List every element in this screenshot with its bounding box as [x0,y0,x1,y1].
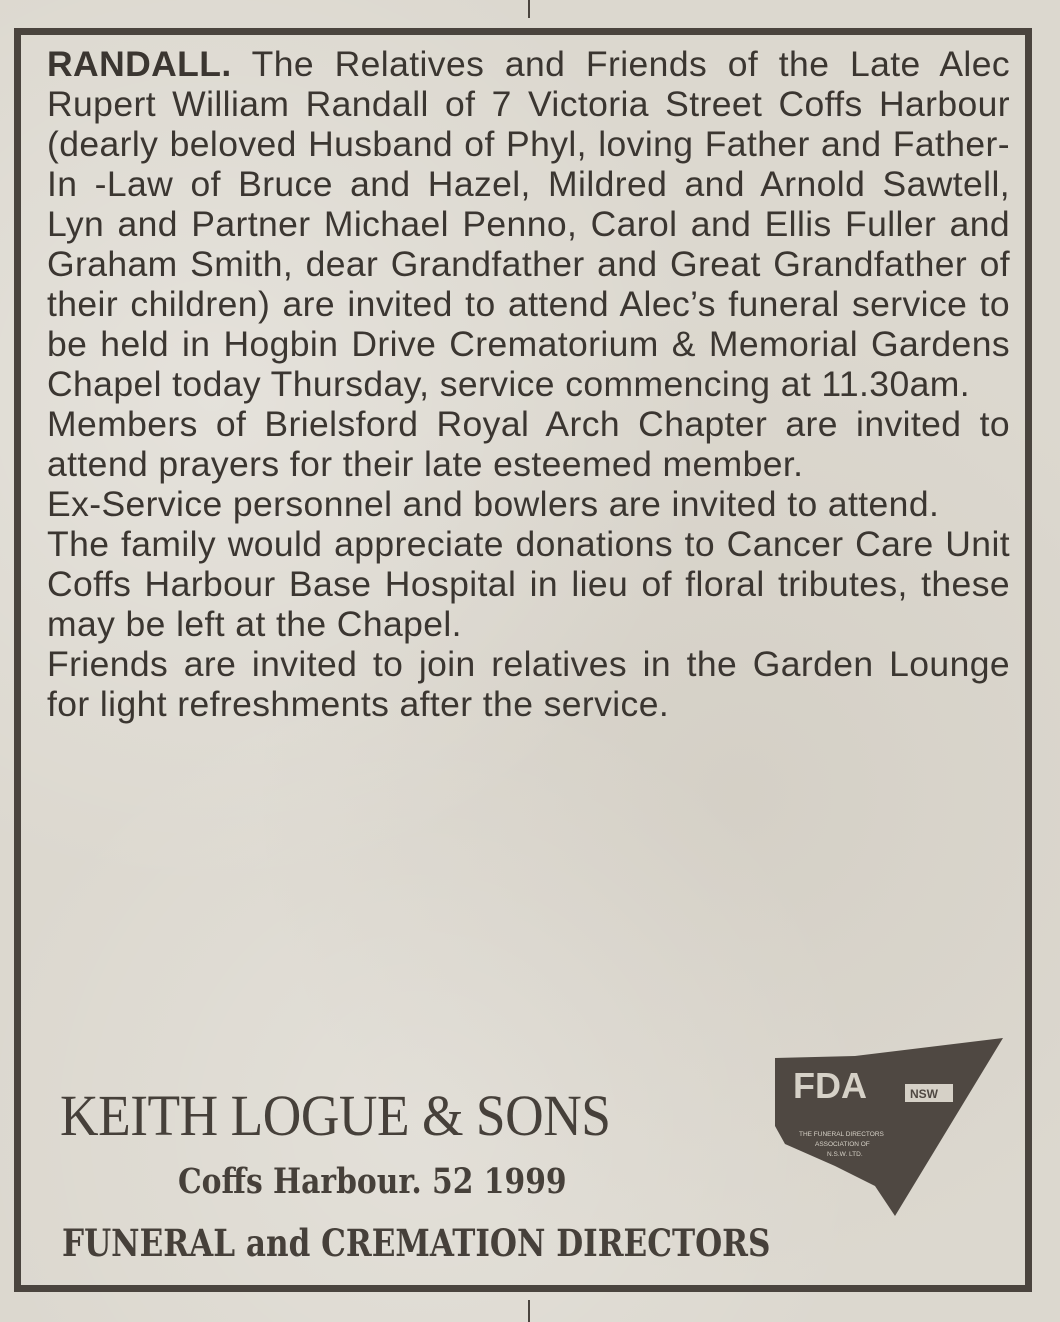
svg-text:ASSOCIATION OF: ASSOCIATION OF [815,1141,870,1148]
notice-paragraph-1: RANDALL. The Relatives and Friends of the Late Alec Rupert William Randall of 7 Victoria Street Coffs Harbour (dearly beloved Husband of Phyl, loving Father and Father-In -Law of Bruce and Hazel, Mildred and Arnold Sawtell, Lyn and Partner Michael Penno, Carol and Ellis Fuller and Graham Smith, dear Grandfather and Great Grandfather of their children) are invited to attend Alec’s funeral service to be held in Hogbin Drive Crematorium & Memorial Gardens Chapel today Thursday, service commencing at 11.30am. [47,44,1010,404]
deceased-surname: RANDALL. [47,44,232,84]
fda-nsw-logo-icon [775,1036,1005,1221]
firm-name: KEITH LOGUE & SONS [60,1083,611,1148]
column-rule-top [528,0,530,18]
notice-paragraph-3: Ex-Service personnel and bowlers are invited to attend. [47,484,940,524]
svg-text:THE FUNERAL DIRECTORS: THE FUNERAL DIRECTORS [799,1131,884,1138]
column-rule-bottom [528,1300,530,1322]
firm-tagline: FUNERAL and CREMATION DIRECTORS [62,1221,771,1265]
firm-phone: Coffs Harbour. 52 1999 [178,1161,567,1202]
svg-text:NSW: NSW [910,1087,938,1101]
notice-paragraph-2: Members of Brielsford Royal Arch Chapter are invited to attend prayers for their late esteemed member. [47,404,1010,484]
svg-text:FDA: FDA [793,1065,867,1106]
svg-text:N.S.W. LTD.: N.S.W. LTD. [827,1151,863,1158]
notice-paragraph-4: The family would appreciate donations to Cancer Care Unit Coffs Harbour Base Hospital in lieu of floral tributes, these may be left at the Chapel. [47,524,1010,644]
notice-paragraph-5: Friends are invited to join relatives in the Garden Lounge for light refreshments after the service. [47,644,1010,724]
funeral-notice [47,44,1010,724]
